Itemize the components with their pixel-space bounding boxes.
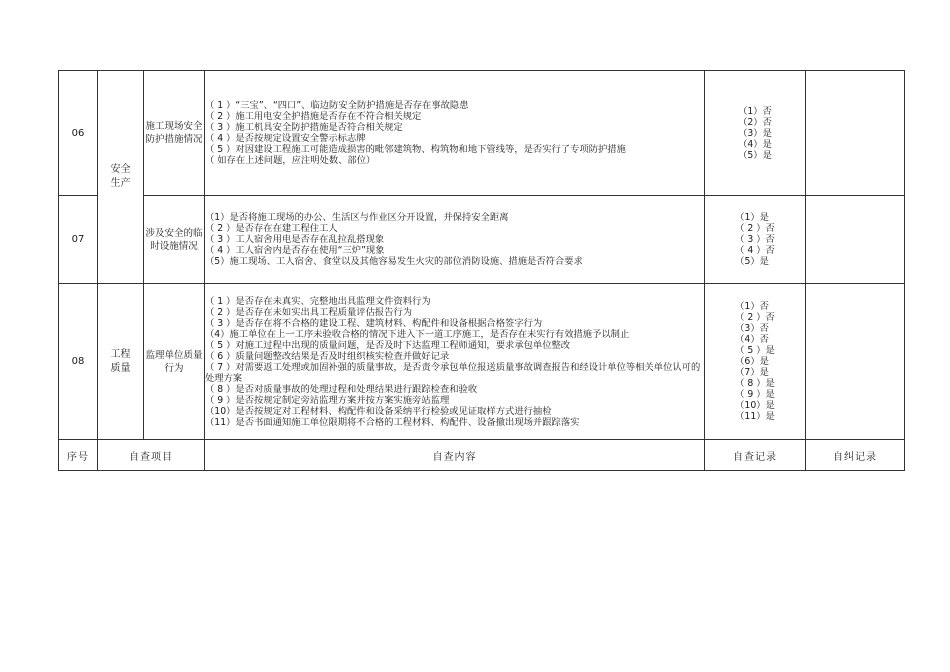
category-label: 安全生产 <box>110 164 131 189</box>
correction-cell <box>806 196 905 284</box>
subitem-label: 监理单位质量行为 <box>144 284 205 440</box>
record-line: （5）是 <box>735 256 769 267</box>
content-cell <box>205 71 705 196</box>
record-line: （4）否 <box>735 334 769 345</box>
content-line: （ 7 ）对需要返工处理或加固补强的质量事故，是否责令承包单位报送质量事故调查报告和经设计单位等相关单位认可的处理方案 <box>205 361 701 384</box>
content-line: （11）是否书面通知施工单位限期将不合格的工程材料、构配件、设备撤出现场并跟踪落实 <box>205 416 580 428</box>
content-line: （ 8 ）是否对质量事故的处理过程和处理结果进行跟踪检查和验收 <box>205 383 478 395</box>
category-cell <box>98 71 144 284</box>
correction-cell <box>806 71 905 196</box>
content-line: （ 3 ）施工机具安全防护措施是否符合相关规定 <box>205 122 403 133</box>
category-cell <box>98 284 144 440</box>
content-line: （ 4 ）是否按规定设置安全警示标志牌 <box>205 133 366 144</box>
record-line: （10）是 <box>735 400 775 411</box>
content-line: （ 4 ）工人宿舍内是否存在使用“三炉”现象 <box>205 245 385 256</box>
content-line: （ 如存在上述问题，应注明处数、部位） <box>205 155 376 166</box>
record-line: （ 8 ）是 <box>735 378 775 389</box>
content-line: （4）施工单位在上一工序未验收合格的情况下进入下一道工序施工，是否存在未实行有效措施予以制止 <box>205 328 630 340</box>
record-line: （3）否 <box>735 323 769 334</box>
content-line: （ 1 ）“三宝”、“四口”、临边防安全防护措施是否存在事故隐患 <box>205 100 469 111</box>
subitem-label: 施工现场安全防护措施情况 <box>144 71 205 196</box>
content-line: （10）是否按规定对工程材料、构配件和设备采纳平行检验或见证取样方式进行抽检 <box>205 405 552 417</box>
subitem-label: 涉及安全的临时设施情况 <box>144 196 205 284</box>
header-no: 序号 <box>59 440 98 471</box>
content-line: （5）施工现场、工人宿舍、食堂以及其他容易发生火灾的部位消防设施、措施是否符合要求 <box>205 256 583 267</box>
content-line: （ 5 ）对因建设工程施工可能造成损害的毗邻建筑物、构筑物和地下管线等，是否实行了专项防护措施 <box>205 144 626 155</box>
content-line: （ 9 ）是否按规定制定旁站监理方案并按方案实施旁站监理 <box>205 394 450 406</box>
header-correction: 自纠记录 <box>806 440 905 471</box>
record-line: （ 3 ）否 <box>735 234 775 245</box>
record-line: （5）是 <box>738 149 772 161</box>
content-line: （ 1 ）是否存在未真实、完整地出具监理文件资料行为 <box>205 295 431 307</box>
record-line: （ 4 ）否 <box>735 245 775 256</box>
record-cell <box>705 71 806 196</box>
record-line: （ 2 ）否 <box>735 312 775 323</box>
record-line: （3）是 <box>738 127 772 139</box>
record-line: （6）是 <box>735 356 769 367</box>
content-line: （ 5 ）对施工过程中出现的质量问题，是否及时下达监理工程师通知，要求承包单位整改 <box>205 339 571 351</box>
row-number: 08 <box>59 284 98 440</box>
content-cell <box>205 284 705 440</box>
table-row <box>59 71 905 196</box>
table-row <box>59 284 905 440</box>
content-line: （ 2 ）是否存在未如实出具工程质量评估报告行为 <box>205 306 413 318</box>
record-cell <box>705 196 806 284</box>
record-line: （11）是 <box>735 411 775 422</box>
content-line: （ 3 ）工人宿舍用电是否存在乱拉乱搭现象 <box>205 234 385 245</box>
record-line: （4）是 <box>738 138 772 150</box>
content-cell <box>205 196 705 284</box>
record-line: （1）是 <box>735 212 769 223</box>
record-line: （ 2 ）否 <box>735 223 775 234</box>
header-content: 自查内容 <box>205 440 705 471</box>
record-line: （ 5 ）是 <box>735 345 775 356</box>
row-number: 07 <box>59 196 98 284</box>
row-number: 06 <box>59 71 98 196</box>
content-line: （ 2 ）是否存在在建工程住工人 <box>205 223 338 234</box>
header-item: 自查项目 <box>98 440 205 471</box>
record-line: （ 9 ）是 <box>735 389 775 400</box>
self-inspection-table <box>58 70 905 471</box>
header-record: 自查记录 <box>705 440 806 471</box>
record-cell <box>705 284 806 440</box>
table-row <box>59 196 905 284</box>
record-line: （1）否 <box>735 301 769 312</box>
content-line: （1）是否将施工现场的办公、生活区与作业区分开设置，并保持安全距离 <box>205 212 509 223</box>
record-line: （7）是 <box>735 367 769 378</box>
correction-cell <box>806 284 905 440</box>
table-header-row <box>59 440 905 471</box>
content-line: （ 3 ）是否存在将不合格的建设工程、建筑材料、构配件和设备根据合格签字行为 <box>205 317 543 329</box>
record-line: （1）否 <box>738 105 772 117</box>
record-line: （2）否 <box>738 116 772 128</box>
category-label: 工程质量 <box>110 348 131 374</box>
content-line: （ 2 ）施工用电安全护措施是否存在不符合相关规定 <box>205 111 422 122</box>
content-line: （ 6 ）质量问题整改结果是否及时组织核实检查并做好记录 <box>205 350 450 362</box>
